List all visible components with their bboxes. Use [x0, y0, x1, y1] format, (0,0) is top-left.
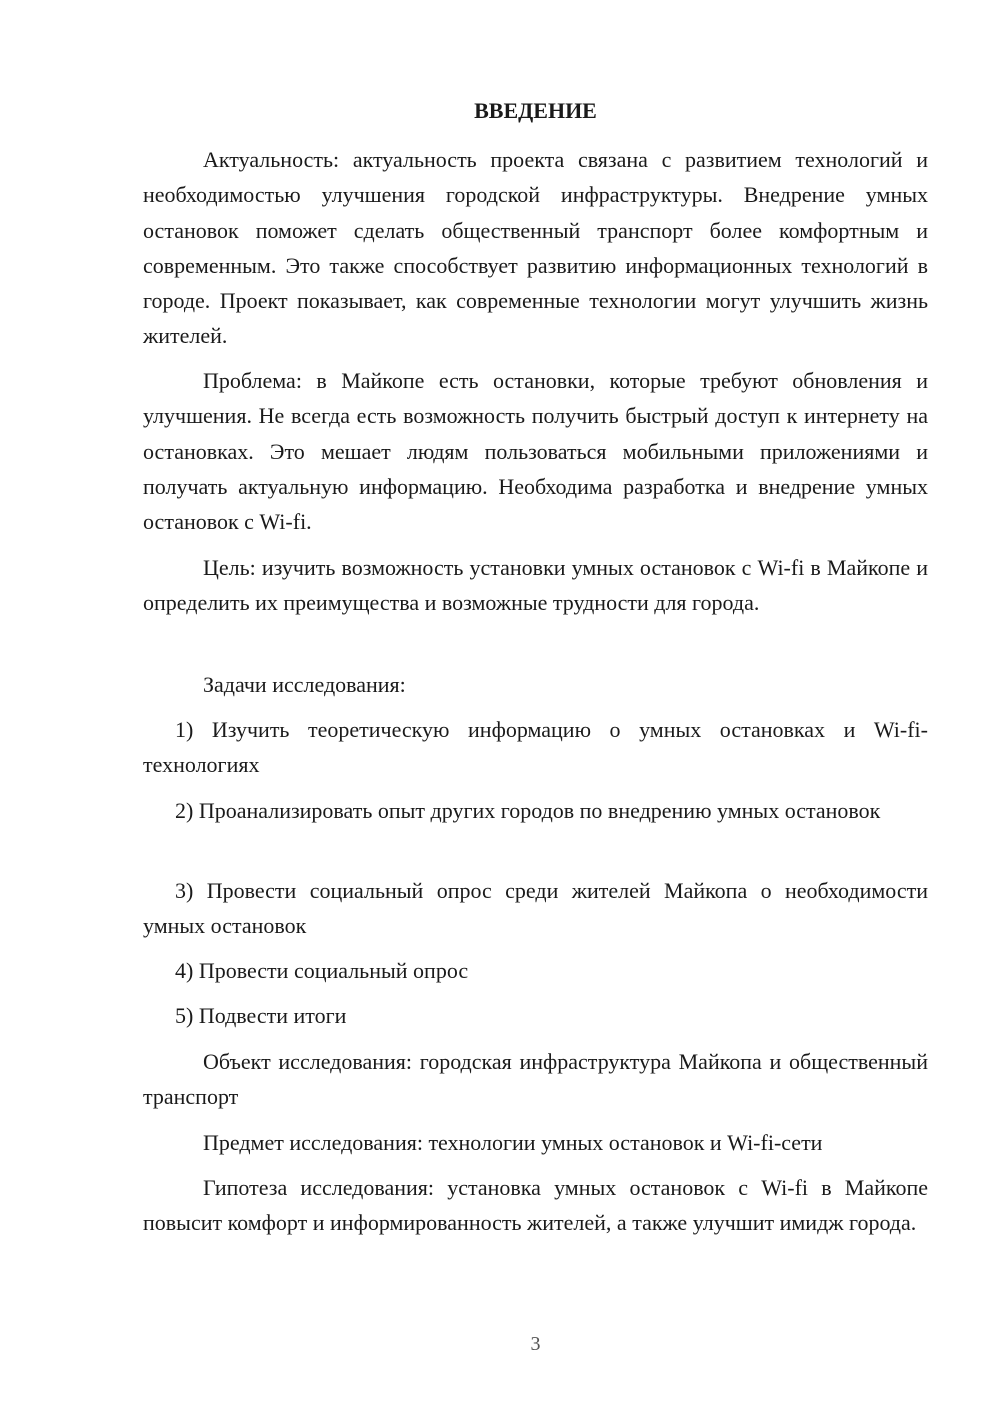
page-number: 3 — [530, 1333, 541, 1355]
list-item-task-5: 5) Подвести итоги — [175, 1003, 347, 1028]
document-page — [143, 0, 928, 1414]
paragraph-object: Объект исследования: городская инфраструктура Майкопа и общественный транспорт — [143, 1049, 928, 1110]
list-item-task-1: 1) Изучить теоретическую информацию о умных остановках и Wi-fi-технологиях — [143, 717, 928, 778]
paragraph-hypothesis: Гипотеза исследования: установка умных остановок с Wi-fi в Майкопе повысит комфорт и информированность жителей, а также улучшит имидж города. — [143, 1175, 928, 1236]
list-item-task-3: 3) Провести социальный опрос среди жителей Майкопа о необходимости умных остановок — [143, 878, 928, 939]
list-item-task-2: 2) Проанализировать опыт других городов по внедрению умных остановок — [175, 798, 881, 823]
list-item-task-4: 4) Провести социальный опрос — [175, 958, 469, 983]
paragraph-goal: Цель: изучить возможность установки умных остановок с Wi-fi в Майкопе и определить их преимущества и возможные трудности для города. — [143, 555, 928, 616]
paragraph-problem: Проблема: в Майкопе есть остановки, которые требуют обновления и улучшения. Не всегда есть возможность получить быстрый доступ к интернету на остановках. Это мешает людям пользоваться мобильными приложениями и получать актуальную информацию. Необходима разработка и внедрение умных остановок с Wi-fi. — [143, 368, 928, 535]
paragraph-subject: Предмет исследования: технологии умных остановок и Wi-fi-сети — [203, 1130, 823, 1155]
page-title: ВВЕДЕНИЕ — [474, 98, 597, 123]
paragraph-relevance: Актуальность: актуальность проекта связана с развитием технологий и необходимостью улучшения городской инфраструктуры. Внедрение умных остановок поможет сделать общественный транспорт более комфортным и современным. Это также способствует развитию информационных технологий в городе. Проект показывает, как современные технологии могут улучшить жизнь жителей. — [143, 147, 928, 349]
tasks-heading: Задачи исследования: — [203, 672, 406, 697]
